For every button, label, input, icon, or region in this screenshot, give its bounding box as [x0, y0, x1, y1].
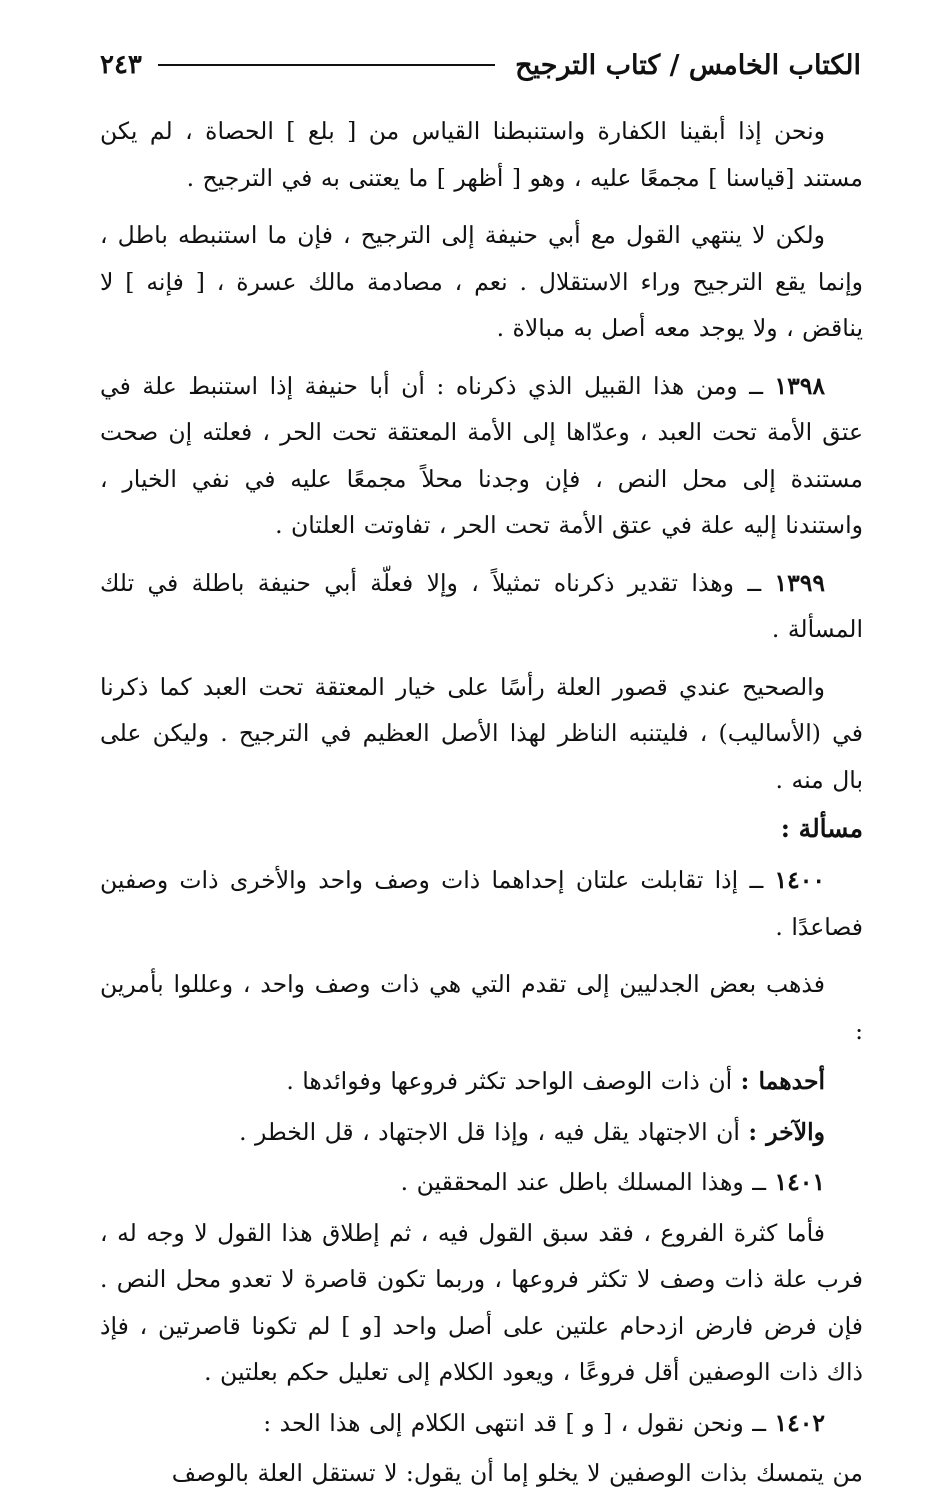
paragraph-number: ١٣٩٨	[774, 371, 825, 400]
paragraph-text: ونحن إذا أبقينا الكفارة واستنبطنا القياس من [ بلع ] الحصاة ، لم يكن مستند [قياسنا ] مجمعًا عليه ، وهو [ أظهر ] ما يعتنى به في الترجيح .	[100, 117, 863, 192]
paragraph-number: ١٣٩٩	[774, 568, 825, 597]
paragraph-text: أن الاجتهاد يقل فيه ، وإذا قل الاجتهاد ، قل الخطر .	[239, 1117, 740, 1146]
paragraph-number: ١٤٠٠	[774, 866, 825, 894]
page-number: ٢٤٣	[100, 50, 142, 80]
paragraph	[100, 108, 863, 201]
paragraph-number: ١٤٠٢	[774, 1408, 825, 1437]
chapter-title: الكتاب الخامس / كتاب الترجيح	[515, 49, 861, 81]
numbered-paragraph	[100, 560, 863, 653]
paragraph	[100, 664, 863, 804]
section-heading: مسألة :	[780, 814, 863, 843]
paragraph-text: ــ وهذا المسلك باطل عند المحققين .	[400, 1168, 767, 1196]
numbered-paragraph	[100, 1159, 863, 1206]
numbered-paragraph	[100, 1400, 863, 1447]
numbered-paragraph	[100, 857, 863, 950]
paragraph-text: فأما كثرة الفروع ، فقد سبق القول فيه ، ثم إطلاق هذا القول لا وجه له ، فرب علة ذات وصف لا تكثر فروعها ، وربما تكون قاصرة لا تعدو محل النص . فإن فرض فارض ازدحام علتين على أصل واحد [و ] لم تكونا قاصرتين ، فإذ ذاك ذات الوصفين أقل فروعًا ، ويعود الكلام إلى تعليل حكم بعلتين .	[100, 1218, 863, 1386]
paragraph-text: ولكن لا ينتهي القول مع أبي حنيفة إلى الترجيح ، فإن ما استنبطه باطل ، وإنما يقع الترجيح وراء الاستقلال . نعم ، مصادمة مالك عسرة ، [ فإنه ] لا يناقض ، ولا يوجد معه أصل به مبالاة .	[100, 221, 863, 342]
lead-term: أحدهما :	[740, 1067, 825, 1095]
paragraph-text: فذهب بعض الجدليين إلى تقدم التي هي ذات وصف واحد ، وعللوا بأمرين :	[100, 970, 863, 1045]
running-header	[100, 40, 861, 90]
paragraph-text: والصحيح عندي قصور العلة رأسًا على خيار المعتقة تحت العبد كما ذكرنا في (الأساليب) ، فليتنبه الناظر لهذا الأصل العظيم في الترجيح . وليكن على بال منه .	[100, 672, 863, 794]
lead-term: والآخر :	[748, 1117, 825, 1146]
paragraph	[100, 961, 863, 1054]
paragraph	[100, 1109, 863, 1156]
page-body	[100, 108, 863, 1501]
paragraph-number: ١٤٠١	[774, 1168, 825, 1196]
paragraph	[100, 1450, 863, 1497]
paragraph-text: ــ ونحن نقول ، [ و ] قد انتهى الكلام إلى هذا الحد :	[263, 1408, 767, 1437]
paragraph	[100, 1058, 863, 1105]
numbered-paragraph	[100, 363, 863, 549]
paragraph-text: أن ذات الوصف الواحد تكثر فروعها وفوائدها .	[286, 1067, 733, 1095]
paragraph-text: ــ إذا تقابلت علتان إحداهما ذات وصف واحد والأخرى ذات وصفين فصاعدًا .	[100, 866, 863, 941]
paragraph	[100, 212, 863, 352]
paragraph-text: ــ ومن هذا القبيل الذي ذكرناه : أن أبا حنيفة إذا استنبط علة في عتق الأمة تحت العبد ، وعدّاها إلى الأمة المعتقة تحت الحر ، فعلته إن صحت مستندة إلى محل النص ، فإن وجدنا محلاً مجمعًا عليه في نفي الخيار ، واستندنا إليه علة في عتق الأمة تحت الحر ، تفاوتت العلتان .	[100, 371, 863, 539]
header-rule	[158, 64, 495, 66]
paragraph-text: من يتمسك بذات الوصفين لا يخلو إما أن يقول: لا تستقل العلة بالوصف	[171, 1459, 863, 1487]
paragraph-text: ــ وهذا تقدير ذكرناه تمثيلاً ، وإلا فعلّة أبي حنيفة باطلة في تلك المسألة .	[100, 568, 863, 643]
